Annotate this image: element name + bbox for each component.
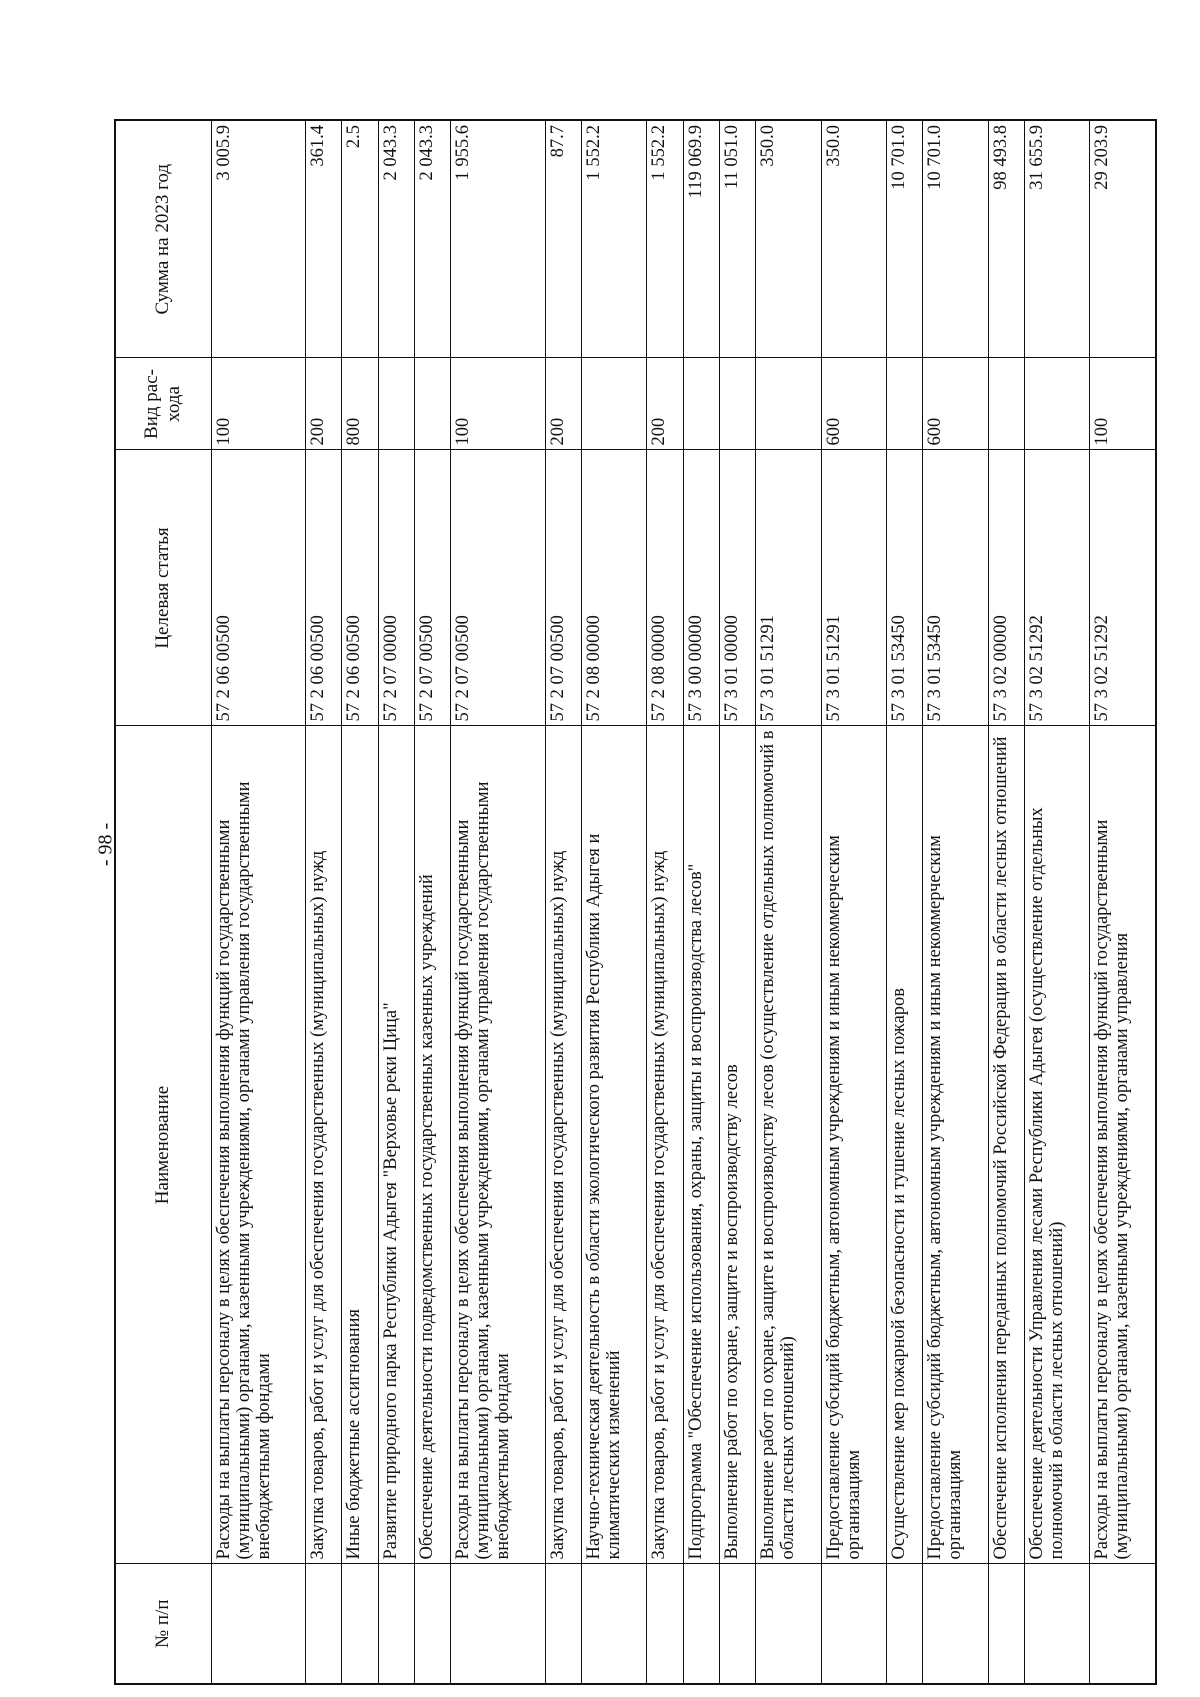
row-number-cell <box>886 1564 922 1684</box>
row-target-article-cell: 57 3 01 53450 <box>886 450 922 726</box>
table-row <box>683 120 719 1684</box>
header-amount-2023: Сумма на 2023 год <box>115 120 211 358</box>
row-target-article-cell: 57 3 02 51292 <box>1090 450 1156 726</box>
row-number-cell <box>988 1564 1024 1684</box>
table-row <box>1090 120 1156 1684</box>
row-name-cell: Иные бюджетные ассигнования <box>342 726 378 1564</box>
row-number-cell <box>378 1564 414 1684</box>
row-amount-cell: 87.7 <box>545 120 581 358</box>
row-expense-type-cell: 800 <box>342 358 378 450</box>
table-row <box>886 120 922 1684</box>
row-expense-type-cell <box>886 358 922 450</box>
row-name-cell: Закупка товаров, работ и услуг для обеспечения государственных (муниципальных) нужд <box>305 726 341 1564</box>
row-name-cell: Расходы на выплаты персоналу в целях обеспечения выполнения функций государственными (муниципальными) органами, казенными учреждениями, органами управления <box>1090 726 1156 1564</box>
row-number-cell <box>1090 1564 1156 1684</box>
row-target-article-cell: 57 3 01 00000 <box>719 450 755 726</box>
row-target-article-cell: 57 3 02 51292 <box>1024 450 1089 726</box>
row-amount-cell: 3 005.9 <box>211 120 305 358</box>
row-expense-type-cell: 200 <box>305 358 341 450</box>
table-row <box>821 120 886 1684</box>
table-row <box>451 120 545 1684</box>
row-name-cell: Обеспечение деятельности подведомственных государственных казенных учреждений <box>414 726 450 1564</box>
table-header-row <box>115 120 211 1684</box>
row-name-cell: Обеспечение деятельности Управления лесами Республики Адыгея (осуществление отдельных полномочий в области лесных отношений) <box>1024 726 1089 1564</box>
row-expense-type-cell: 200 <box>545 358 581 450</box>
row-number-cell <box>719 1564 755 1684</box>
row-number-cell <box>821 1564 886 1684</box>
row-number-cell <box>451 1564 545 1684</box>
row-expense-type-cell <box>683 358 719 450</box>
table-row <box>647 120 683 1684</box>
row-expense-type-cell <box>378 358 414 450</box>
row-amount-cell: 350.0 <box>821 120 886 358</box>
row-amount-cell: 11 051.0 <box>719 120 755 358</box>
row-expense-type-cell: 100 <box>1090 358 1156 450</box>
table-row <box>545 120 581 1684</box>
row-number-cell <box>305 1564 341 1684</box>
table-row <box>719 120 755 1684</box>
table-row <box>342 120 378 1684</box>
row-amount-cell: 10 701.0 <box>923 120 988 358</box>
budget-table-wrapper <box>114 121 1157 1685</box>
row-amount-cell: 1 552.2 <box>647 120 683 358</box>
row-expense-type-cell <box>414 358 450 450</box>
row-number-cell <box>647 1564 683 1684</box>
row-target-article-cell: 57 3 01 51291 <box>821 450 886 726</box>
row-number-cell <box>342 1564 378 1684</box>
table-row <box>1024 120 1089 1684</box>
row-number-cell <box>923 1564 988 1684</box>
row-target-article-cell: 57 2 08 00000 <box>647 450 683 726</box>
row-number-cell <box>211 1564 305 1684</box>
table-row <box>305 120 341 1684</box>
row-expense-type-cell: 100 <box>451 358 545 450</box>
row-expense-type-cell: 200 <box>647 358 683 450</box>
row-target-article-cell: 57 2 06 00500 <box>305 450 341 726</box>
table-row <box>923 120 988 1684</box>
row-number-cell <box>581 1564 646 1684</box>
row-target-article-cell: 57 2 06 00500 <box>211 450 305 726</box>
table-row <box>581 120 646 1684</box>
row-expense-type-cell <box>581 358 646 450</box>
header-expense-type: Вид рас-хода <box>115 358 211 450</box>
row-expense-type-cell: 100 <box>211 358 305 450</box>
row-target-article-cell: 57 2 08 00000 <box>581 450 646 726</box>
header-name: Наименование <box>115 726 211 1564</box>
row-target-article-cell: 57 2 07 00500 <box>414 450 450 726</box>
row-number-cell <box>756 1564 821 1684</box>
table-row <box>756 120 821 1684</box>
row-expense-type-cell <box>988 358 1024 450</box>
header-target-article: Целевая статья <box>115 450 211 726</box>
row-expense-type-cell: 600 <box>821 358 886 450</box>
row-amount-cell: 2 043.3 <box>414 120 450 358</box>
row-amount-cell: 1 955.6 <box>451 120 545 358</box>
row-number-cell <box>545 1564 581 1684</box>
table-row <box>988 120 1024 1684</box>
row-expense-type-cell <box>1024 358 1089 450</box>
row-expense-type-cell: 600 <box>923 358 988 450</box>
row-target-article-cell: 57 2 07 00500 <box>545 450 581 726</box>
row-name-cell: Выполнение работ по охране, защите и воспроизводству лесов <box>719 726 755 1564</box>
row-name-cell: Выполнение работ по охране, защите и воспроизводству лесов (осуществление отдельных полномочий в области лесных отношений) <box>756 726 821 1564</box>
row-name-cell: Закупка товаров, работ и услуг для обеспечения государственных (муниципальных) нужд <box>647 726 683 1564</box>
row-amount-cell: 2.5 <box>342 120 378 358</box>
row-target-article-cell: 57 3 01 51291 <box>756 450 821 726</box>
row-name-cell: Предоставление субсидий бюджетным, автономным учреждениям и иным некоммерческим организациям <box>821 726 886 1564</box>
row-name-cell: Научно-техническая деятельность в области экологического развития Республики Адыгея и климатических изменений <box>581 726 646 1564</box>
row-number-cell <box>1024 1564 1089 1684</box>
row-name-cell: Предоставление субсидий бюджетным, автономным учреждениям и иным некоммерческим организациям <box>923 726 988 1564</box>
row-target-article-cell: 57 2 07 00000 <box>378 450 414 726</box>
budget-table <box>114 119 1157 1685</box>
row-amount-cell: 1 552.2 <box>581 120 646 358</box>
row-target-article-cell: 57 3 02 00000 <box>988 450 1024 726</box>
row-amount-cell: 10 701.0 <box>886 120 922 358</box>
row-number-cell <box>414 1564 450 1684</box>
row-name-cell: Осуществление мер пожарной безопасности и тушение лесных пожаров <box>886 726 922 1564</box>
row-name-cell: Подпрограмма "Обеспечение использования, охраны, защиты и воспроизводства лесов" <box>683 726 719 1564</box>
row-target-article-cell: 57 2 06 00500 <box>342 450 378 726</box>
row-amount-cell: 119 069.9 <box>683 120 719 358</box>
row-amount-cell: 361.4 <box>305 120 341 358</box>
row-expense-type-cell <box>719 358 755 450</box>
row-amount-cell: 2 043.3 <box>378 120 414 358</box>
row-amount-cell: 31 655.9 <box>1024 120 1089 358</box>
row-amount-cell: 29 203.9 <box>1090 120 1156 358</box>
table-row <box>378 120 414 1684</box>
table-row <box>211 120 305 1684</box>
row-amount-cell: 98 493.8 <box>988 120 1024 358</box>
row-target-article-cell: 57 3 00 00000 <box>683 450 719 726</box>
row-name-cell: Расходы на выплаты персоналу в целях обеспечения выполнения функций государственными (муниципальными) органами, казенными учреждениями, органами управления государственными внебюджетными фондами <box>451 726 545 1564</box>
row-name-cell: Закупка товаров, работ и услуг для обеспечения государственных (муниципальных) нужд <box>545 726 581 1564</box>
header-number: № п/п <box>115 1564 211 1684</box>
table-body <box>211 120 1156 1684</box>
row-number-cell <box>683 1564 719 1684</box>
row-name-cell: Расходы на выплаты персоналу в целях обеспечения выполнения функций государственными (муниципальными) органами, казенными учреждениями, органами управления государственными внебюджетными фондами <box>211 726 305 1564</box>
page-number: - 98 - <box>94 822 117 867</box>
row-amount-cell: 350.0 <box>756 120 821 358</box>
table-row <box>414 120 450 1684</box>
row-target-article-cell: 57 3 01 53450 <box>923 450 988 726</box>
row-target-article-cell: 57 2 07 00500 <box>451 450 545 726</box>
row-name-cell: Обеспечение исполнения переданных полномочий Российской Федерации в области лесных отношений <box>988 726 1024 1564</box>
row-expense-type-cell <box>756 358 821 450</box>
row-name-cell: Развитие природного парка Республики Адыгея "Верховье реки Цица" <box>378 726 414 1564</box>
